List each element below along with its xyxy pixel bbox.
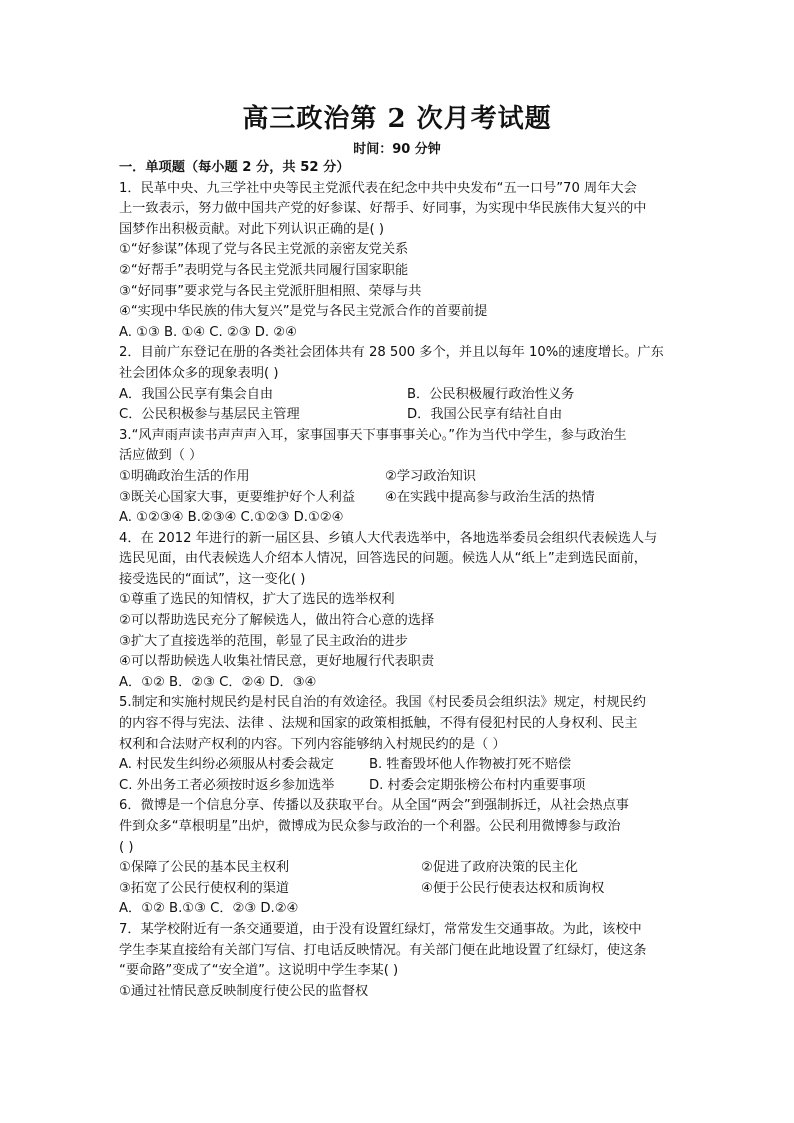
question-statement: ①明确政治生活的作用 bbox=[119, 468, 250, 484]
question-4 bbox=[119, 529, 689, 694]
question-2 bbox=[119, 343, 689, 425]
answer-options: A. ①③ B. ①④ C. ②③ D. ②④ bbox=[119, 324, 297, 340]
question-statement: ①“好参谋”体现了党与各民主党派的亲密友党关系 bbox=[119, 242, 409, 258]
question-statement: ①通过社情民意反映制度行使公民的监督权 bbox=[119, 983, 369, 999]
question-statement: ②可以帮助选民充分了解候选人，做出符合心意的选择 bbox=[119, 613, 435, 629]
answer-options: A．①② B.①③ C．②③ D.②④ bbox=[119, 901, 299, 917]
exam-content bbox=[119, 158, 689, 1002]
page-title: 高三政治第 2 次月考试题 bbox=[242, 104, 552, 134]
question-stem-line: 2．目前广东登记在册的各类社会团体共有 28 500 多个，并且以每年 10%的速度增长。广东 bbox=[119, 345, 664, 361]
question-stem-line: 1．民革中央、九三学社中央等民主党派代表在纪念中共中央发布“五一口号”70 周年大会 bbox=[119, 180, 637, 196]
question-statement: ③拓宽了公民行使权利的渠道 bbox=[119, 880, 290, 896]
question-statement: ④便于公民行使表达权和质询权 bbox=[421, 880, 605, 896]
question-statement: ③既关心国家大事，更要维护好个人利益 bbox=[119, 489, 356, 505]
statements-row bbox=[119, 858, 689, 879]
question-statement: ③扩大了直接选举的范围，彰显了民主政治的进步 bbox=[119, 633, 408, 649]
exam-time: 时间：90 分钟 bbox=[353, 142, 441, 157]
question-stem-line: 活应做到（ ） bbox=[119, 448, 203, 464]
question-6 bbox=[119, 796, 689, 920]
option-a: A．我国公民享有集会自由 bbox=[119, 386, 274, 402]
question-stem-line: 上一致表示，努力做中国共产党的好参谋、好帮手、好同事，为实现中华民族伟大复兴的中 bbox=[119, 201, 647, 217]
option-a: A. 村民发生纠纷必须服从村委会裁定 bbox=[119, 757, 334, 773]
question-stem-line: 接受选民的“面试”，这一变化( ) bbox=[119, 571, 306, 587]
question-statement: ①尊重了选民的知情权，扩大了选民的选举权利 bbox=[119, 592, 395, 608]
question-stem-line: 的内容不得与宪法、法律 、法规和国家的政策相抵触，不得有侵犯村民的人身权利、民主 bbox=[119, 716, 638, 732]
question-stem-line: 学生李某直接给有关部门写信、打电话反映情况。有关部门便在此地设置了红绿灯，使这条 bbox=[119, 942, 647, 958]
question-stem-line: 选民见面，由代表候选人介绍本人情况，回答选民的问题。候选人从“纸上”走到选民面前， bbox=[119, 551, 647, 567]
option-d: D. 村委会定期张榜公布村内重要事项 bbox=[369, 777, 586, 793]
question-3 bbox=[119, 426, 689, 529]
answer-options: A．①② B．②③ C．②④ D．③④ bbox=[119, 674, 317, 690]
question-statement: ④“实现中华民族的伟大复兴”是党与各民主党派合作的首要前提 bbox=[119, 304, 488, 320]
question-stem-line: 4．在 2012 年进行的新一届区县、乡镇人大代表选举中，各地选举委员会组织代表候选人与 bbox=[119, 530, 658, 546]
question-stem-line: 国梦作出积极贡献。对此下列认识正确的是( ) bbox=[119, 221, 385, 237]
option-b: B．公民积极履行政治性义务 bbox=[407, 386, 575, 402]
question-statement: ②“好帮手”表明党与各民主党派共同履行国家职能 bbox=[119, 262, 409, 278]
question-statement: ④在实践中提高参与政治生活的热情 bbox=[385, 489, 595, 505]
question-statement: ②促进了政府决策的民主化 bbox=[421, 860, 578, 876]
question-statement: ②学习政治知识 bbox=[385, 468, 476, 484]
question-stem-line: “要命路”变成了“安全道”。这说明中学生李某( ) bbox=[119, 963, 399, 979]
section-heading: 一．单项题（每小题 2 分，共 52 分） bbox=[119, 160, 350, 175]
question-stem-line: ( ) bbox=[119, 839, 134, 855]
question-1 bbox=[119, 179, 689, 344]
answer-options-row bbox=[119, 776, 689, 797]
statements-row bbox=[119, 467, 689, 488]
question-stem-line: 5.制定和实施村规民约是村民自治的有效途径。我国《村民委员会组织法》规定，村规民约 bbox=[119, 695, 646, 711]
statements-row bbox=[119, 879, 689, 900]
question-stem-line: 6．微博是一个信息分享、传播以及获取平台。从全国“两会”到强制拆迁，从社会热点事 bbox=[119, 798, 629, 814]
question-stem-line: 社会团体众多的现象表明( ) bbox=[119, 365, 279, 381]
question-5 bbox=[119, 693, 689, 796]
question-7 bbox=[119, 920, 689, 1002]
question-stem-line: 3.“风声雨声读书声声声入耳，家事国事天下事事事关心。”作为当代中学生，参与政治生 bbox=[119, 427, 627, 443]
option-c: C．公民积极参与基层民主管理 bbox=[119, 407, 300, 423]
statements-row bbox=[119, 488, 689, 509]
question-statement: ④可以帮助候选人收集社情民意，更好地履行代表职责 bbox=[119, 654, 435, 670]
answer-options-row bbox=[119, 405, 689, 426]
question-stem-line: 权利和合法财产权利的内容。下列内容能够纳入村规民约的是（ ） bbox=[119, 736, 506, 752]
question-statement: ①保障了公民的基本民主权利 bbox=[119, 860, 290, 876]
answer-options-row bbox=[119, 385, 689, 406]
question-stem-line: 7．某学校附近有一条交通要道，由于没有设置红绿灯，常常发生交通事故。为此，该校中 bbox=[119, 921, 642, 937]
question-statement: ③“好同事”要求党与各民主党派肝胆相照、荣辱与共 bbox=[119, 283, 422, 299]
option-d: D．我国公民享有结社自由 bbox=[407, 407, 563, 423]
option-c: C. 外出务工者必须按时返乡参加选举 bbox=[119, 777, 335, 793]
answer-options-row bbox=[119, 755, 689, 776]
question-stem-line: 件到众多“草根明星”出炉，微博成为民众参与政治的一个利器。公民利用微博参与政治 bbox=[119, 819, 621, 834]
option-b: B. 牲畜毁坏他人作物被打死不赔偿 bbox=[369, 757, 572, 773]
answer-options: A. ①②③④ B.②③④ C.①②③ D.①②④ bbox=[119, 510, 344, 526]
